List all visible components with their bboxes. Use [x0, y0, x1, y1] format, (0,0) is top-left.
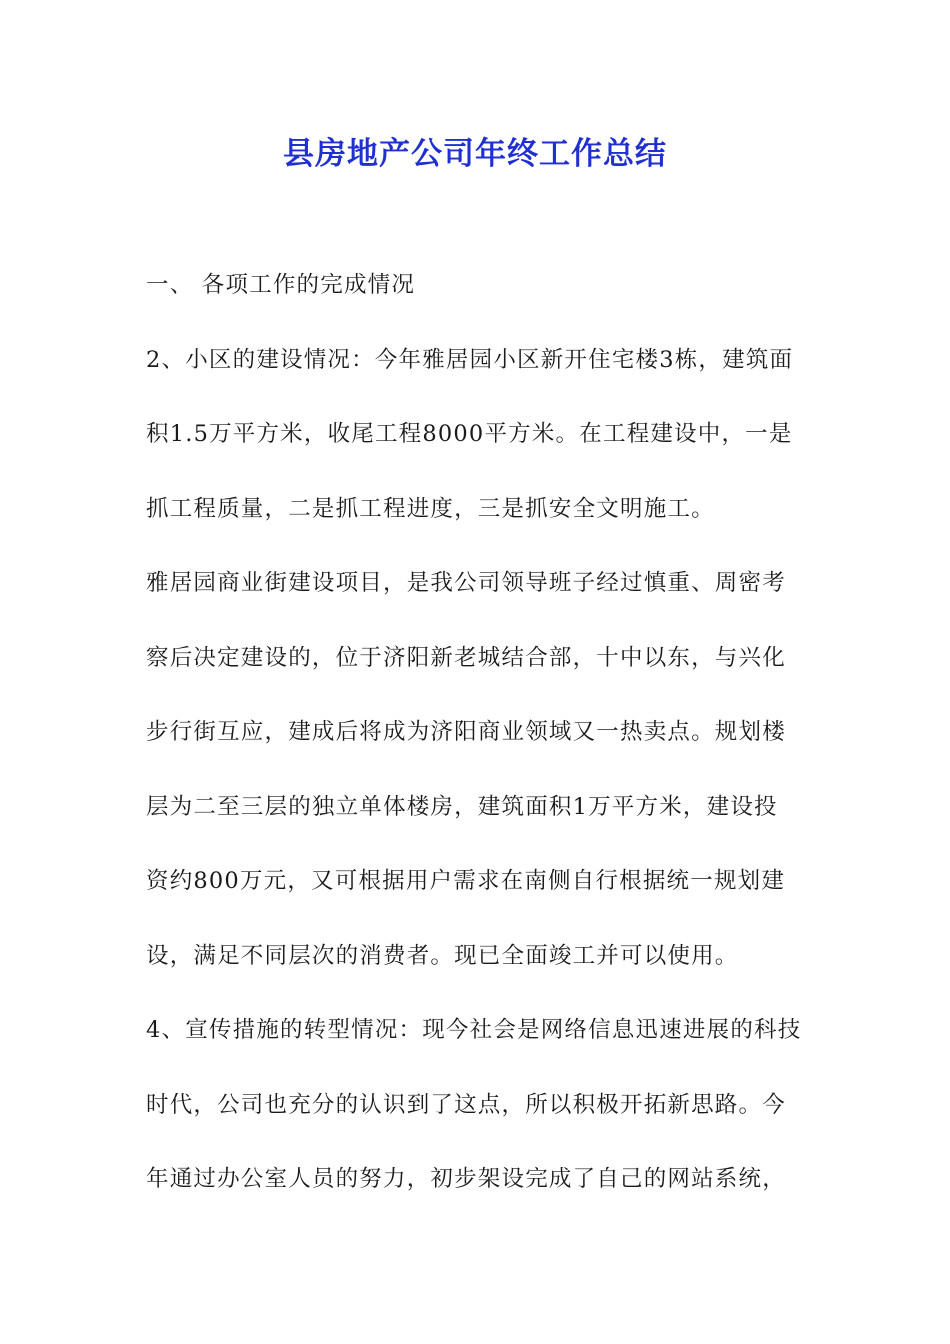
text-line: 步行街互应，建成后将成为济阳商业领域又一热卖点。规划楼	[146, 719, 786, 745]
text-line: 资约800万元，又可根据用户需求在南侧自行根据统一规划建	[146, 868, 786, 894]
text-line: 年通过办公室人员的努力，初步架设完成了自己的网站系统，	[146, 1166, 786, 1192]
document-title: 县房地产公司年终工作总结	[283, 136, 667, 172]
text-line: 层为二至三层的独立单体楼房，建筑面积1万平方米，建设投	[146, 793, 778, 820]
text-line: 时代，公司也充分的认识到了这点，所以积极开拓新思路。今	[146, 1091, 786, 1118]
text-line: 设，满足不同层次的消费者。现已全面竣工并可以使用。	[146, 942, 739, 969]
text-line: 积1.5万平方米，收尾工程8000平方米。在工程建设中，一是	[146, 421, 793, 447]
text-line: 抓工程质量，二是抓工程进度，三是抓安全文明施工。	[146, 495, 715, 522]
section-heading: 一、 各项工作的完成情况	[146, 272, 416, 298]
text-line: 2、小区的建设情况：今年雅居园小区新开住宅楼3栋，建筑面	[146, 346, 794, 373]
text-line: 雅居园商业街建设项目，是我公司领导班子经过慎重、周密考	[146, 570, 786, 596]
document-body	[146, 255, 810, 1224]
text-line: 4、宣传措施的转型情况：现今社会是网络信息迅速进展的科技	[146, 1017, 802, 1043]
text-line: 察后决定建设的，位于济阳新老城结合部，十中以东，与兴化	[146, 644, 786, 671]
